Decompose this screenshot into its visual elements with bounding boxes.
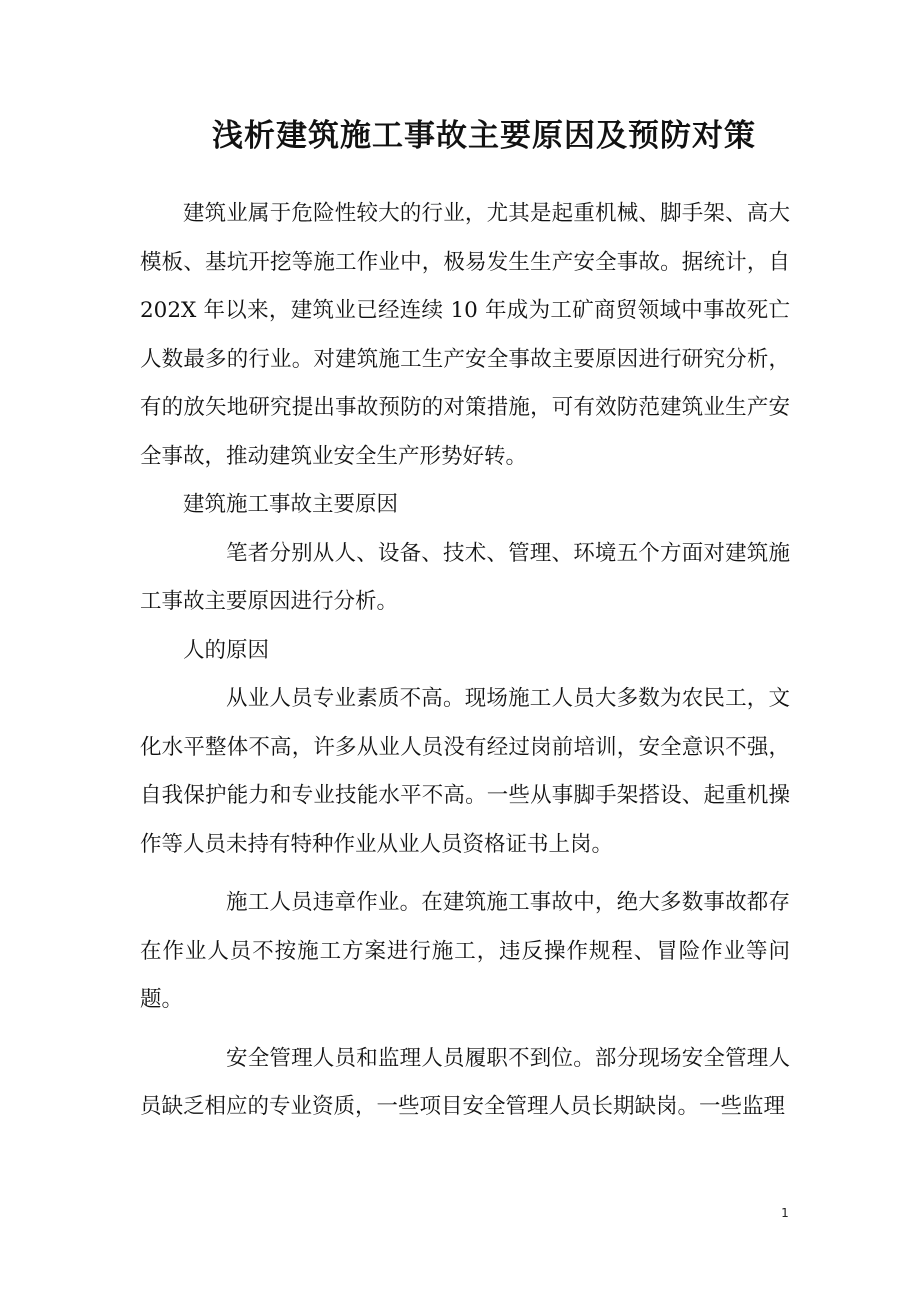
paragraph-gap bbox=[140, 1025, 790, 1035]
paragraph-gap bbox=[140, 869, 790, 879]
document-title: 浅析建筑施工事故主要原因及预防对策 bbox=[212, 118, 756, 154]
paragraph-violations: 施工人员违章作业。在建筑施工事故中，绝大多数事故都存在作业人员不按施工方案进行施工，违反操作规程、冒险作业等问题。 bbox=[140, 890, 790, 1012]
section-heading-main-causes: 建筑施工事故主要原因 bbox=[183, 492, 399, 517]
document-body bbox=[140, 190, 790, 1132]
section-heading-human-causes: 人的原因 bbox=[183, 637, 270, 663]
paragraph-worker-quality: 从业人员专业素质不高。现场施工人员大多数为农民工，文化水平整体不高，许多从业人员没有经过岗前培训，安全意识不强，自我保护能力和专业技能水平不高。一些从事脚手架搭设、起重机操作等人员未持有特种作业从业人员资格证书上岗。 bbox=[140, 686, 790, 857]
intro-paragraph: 建筑业属于危险性较大的行业，尤其是起重机械、脚手架、高大模板、基坑开挖等施工作业中，极易发生生产安全事故。据统计，自 202X 年以来，建筑业已经连续 10 年成为工矿商贸领域中事故死亡人数最多的行业。对建筑施工生产安全事故主要原因进行研究分析，有的放矢地研究提出事故预防的对策措施，可有效防范建筑业生产安全事故，推动建筑业安全生产形势好转。 bbox=[140, 201, 790, 469]
overview-paragraph: 笔者分别从人、设备、技术、管理、环境五个方面对建筑施工事故主要原因进行分析。 bbox=[140, 540, 790, 614]
page-number: 1 bbox=[781, 1206, 789, 1220]
paragraph-management: 安全管理人员和监理人员履职不到位。部分现场安全管理人员缺乏相应的专业资质，一些项目安全管理人员长期缺岗。一些监理 bbox=[140, 1045, 790, 1119]
